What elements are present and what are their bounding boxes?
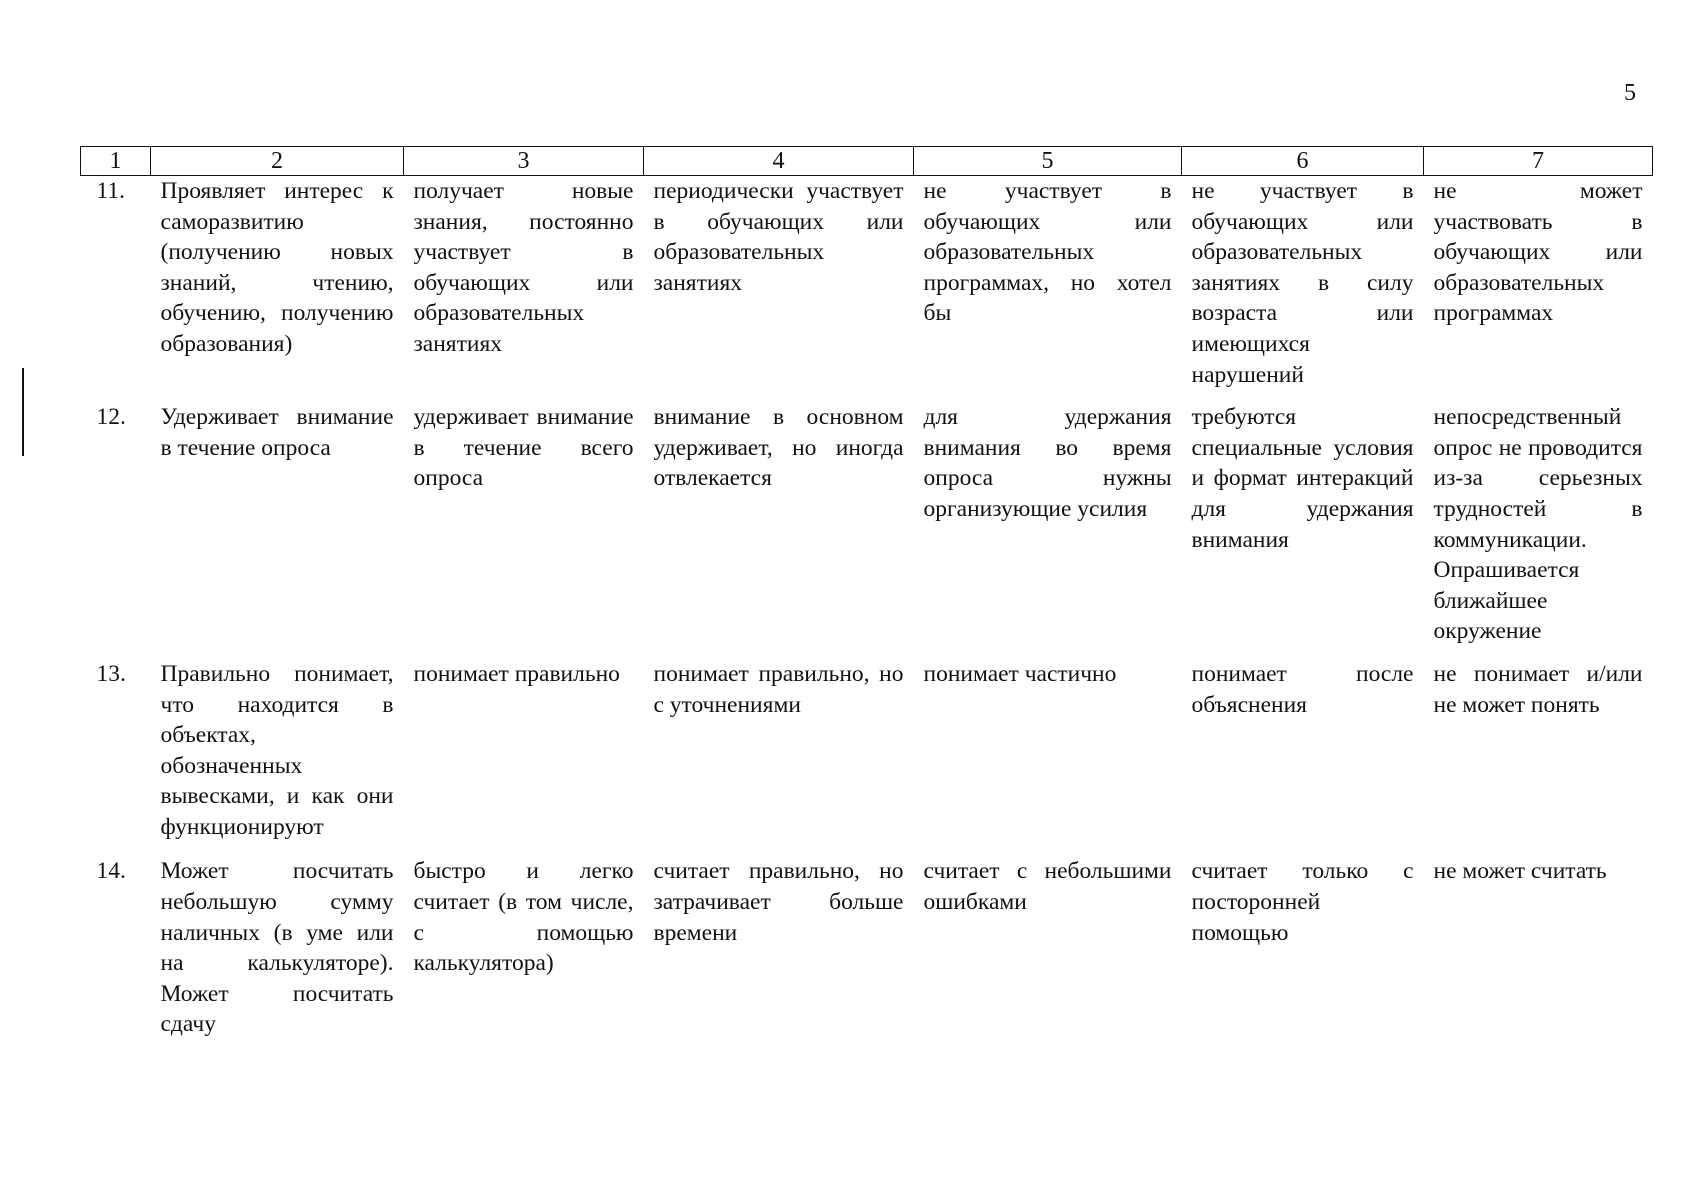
level-cell: не участвует в обучающих или образовательных занятиях в силу возраста или имеющихся нарушений: [1191, 178, 1414, 388]
level-cell: периодически участвует в обучающих или образовательных занятиях: [653, 178, 904, 296]
level-cell: не может считать: [1433, 858, 1607, 885]
level-cell: быстро и легко считает (в том числе, с помощью калькулятора): [413, 858, 634, 977]
level-cell: понимает правильно, но с уточнениями: [653, 660, 904, 718]
criterion-cell: Может посчитать небольшую сумму наличных (в уме или на калькуляторе). Может посчитать сдачу: [160, 858, 394, 1038]
table-row: [81, 659, 1653, 857]
level-cell: непосредственный опрос не проводится из-за серьезных трудностей в коммуникации. Опрашивается ближайшее окружение: [1433, 404, 1643, 645]
level-cell: для удержания внимания во время опроса нужны организующие усилия: [923, 404, 1172, 522]
level-cell: внимание в основном удерживает, но иногда отвлекается: [653, 404, 904, 492]
level-cell: не может участвовать в обучающих или образовательных программах: [1433, 178, 1643, 327]
column-header: 1: [81, 147, 151, 176]
column-header: 6: [1182, 147, 1424, 176]
row-number: 13.: [96, 660, 126, 687]
table-row: [81, 176, 1653, 403]
level-cell: удерживает внимание в течение всего опроса: [413, 404, 634, 492]
level-cell: понимает после объяснения: [1191, 660, 1414, 718]
table-row: [81, 402, 1653, 659]
margin-mark: [22, 368, 24, 456]
table-row: [81, 856, 1653, 1040]
column-header: 7: [1424, 147, 1653, 176]
level-cell: считает только с посторонней помощью: [1191, 858, 1414, 946]
row-number: 12.: [96, 404, 126, 431]
level-cell: считает правильно, но затрачивает больше времени: [653, 858, 904, 946]
level-cell: понимает правильно: [413, 660, 620, 687]
column-header: 5: [914, 147, 1182, 176]
level-cell: не участвует в обучающих или образовательных программах, но хотел бы: [923, 178, 1172, 327]
level-cell: получает новые знания, постоянно участвует в обучающих или образовательных занятиях: [413, 178, 634, 357]
criterion-cell: Правильно понимает, что находится в объектах, обозначенных вывесками, и как они функционируют: [160, 660, 394, 840]
page-number: 5: [1624, 80, 1636, 106]
column-header: 4: [644, 147, 914, 176]
level-cell: не понимает и/или не может понять: [1433, 660, 1643, 718]
column-header: 2: [151, 147, 404, 176]
row-number: 14.: [96, 858, 126, 885]
level-cell: понимает частично: [923, 660, 1117, 687]
level-cell: требуются специальные условия и формат интеракций для удержания внимания: [1191, 404, 1414, 553]
column-header: 3: [404, 147, 644, 176]
criterion-cell: Удерживает внимание в течение опроса: [160, 404, 394, 461]
level-cell: считает с небольшими ошибками: [923, 858, 1172, 916]
row-number: 11.: [96, 178, 126, 204]
assessment-table: [80, 146, 1653, 1040]
criterion-cell: Проявляет интерес к саморазвитию (получению новых знаний, чтению, обучению, получению образования): [160, 178, 394, 357]
table-header-row: [81, 147, 1653, 176]
